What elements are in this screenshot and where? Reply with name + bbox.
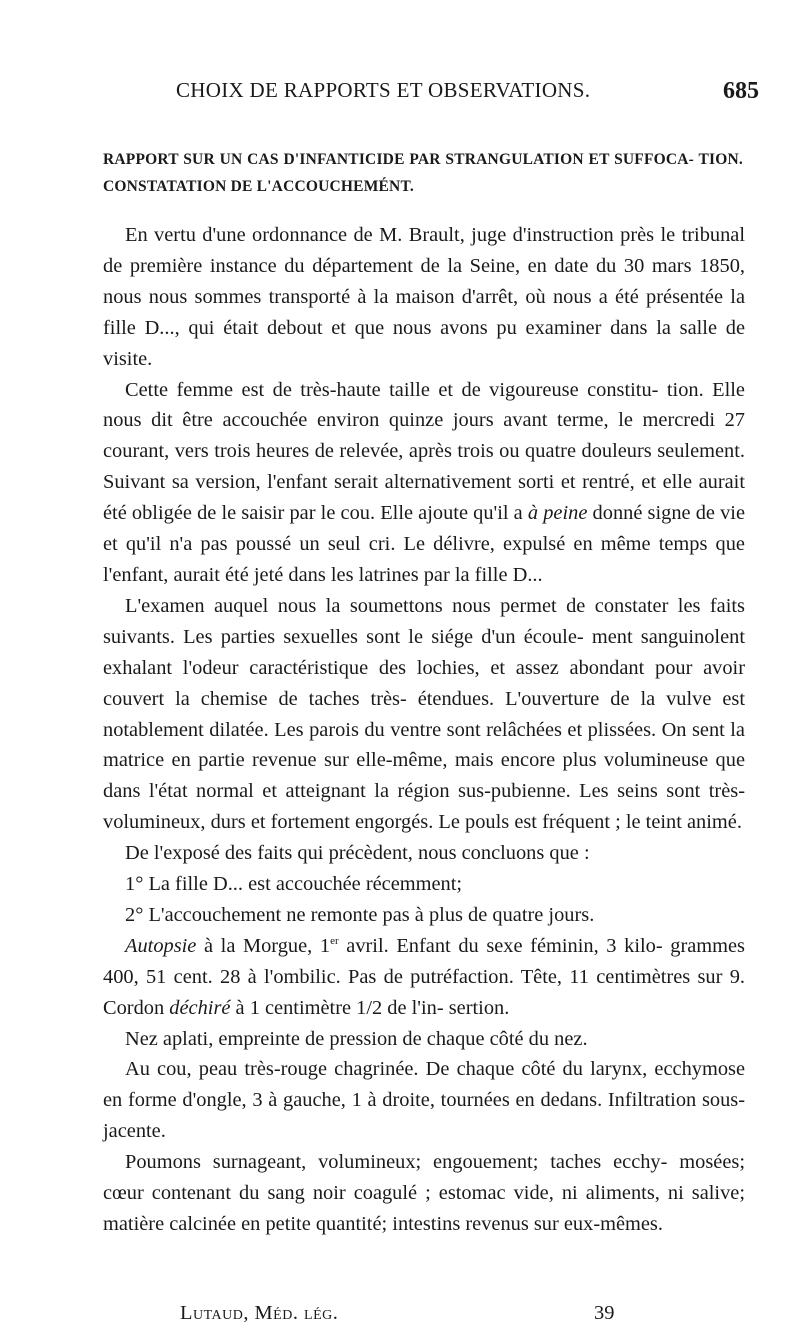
paragraph-statement — [103, 375, 745, 591]
autopsy-text-a: à la Morgue, 1 — [203, 934, 331, 957]
paragraph-autopsy — [103, 931, 745, 1024]
paragraph-mission: En vertu d'une ordonnance de M. Brault, juge d'instruction près le tribunal de première instance du département de la Seine, en date du 30 mars 1850, nous nous sommes transporté à la maison d'arrêt, où nous a été présentée la fille D..., qui était debout et que nous avons pu examiner dans la salle de visite. — [103, 224, 745, 370]
paragraph-nose: Nez aplati, empreinte de pression de chaque côté du nez. — [125, 1027, 588, 1050]
page-footer — [180, 1302, 660, 1334]
paragraph-organs: Poumons surnageant, volumineux; engouement; taches ecchy- mosées; cœur contenant du sang noir coagulé ; estomac vide, ni aliments, ni salive; matière calcinée en petite quantité; intestins revenus sur eux-mêmes. — [103, 1151, 745, 1235]
emphasis-a-peine: à peine — [527, 502, 588, 525]
conclusion-item-1: 1° La fille D... est accouchée récemment; — [125, 873, 463, 896]
ordinal-superscript: er — [330, 935, 339, 948]
book-reference: Lutaud, Méd. lég. — [180, 1302, 339, 1324]
statement-text-b: donné signe de vie et qu'il n'a pas poussé un seul cri. Le délivre, expulsé en même temps que l'enfant, aurait été jeté dans les latrines par la fille D... — [103, 502, 745, 586]
running-header — [0, 78, 800, 108]
conclusion-item-2: 2° L'accouchement ne remonte pas à plus de quatre jours. — [125, 903, 595, 926]
paragraph-conclusion-intro: De l'exposé des faits qui précèdent, nous concluons que : — [125, 842, 590, 865]
section-heading: RAPPORT SUR UN CAS D'INFANTICIDE PAR STRANGULATION ET SUFFOCA- TION. CONSTATATION DE L'ACCOUCHEMÉNT. — [103, 151, 743, 195]
statement-text-a: Cette femme est de très-haute taille et de vigoureuse constitu- tion. Elle nous dit être accouchée environ quinze jours avant terme, le mercredi 27 courant, vers trois heures de relevée, après trois ou quatre douleurs seulement. Suivant sa version, l'enfant serait alternativement sorti et rentré, et elle aurait été obligée de le saisir par le cou. Elle ajoute qu'il a — [103, 378, 745, 525]
article-body — [103, 220, 745, 1240]
paragraph-neck: Au cou, peau très-rouge chagrinée. De chaque côté du larynx, ecchymose en forme d'ongle, 3 à gauche, 1 à droite, tournées en dedans. Infiltration sous-jacente. — [103, 1058, 745, 1143]
emphasis-autopsie: Autopsie — [125, 934, 197, 957]
paragraph-examination: L'examen auquel nous la soumettons nous permet de constater les faits suivants. Les parties sexuelles sont le siége d'un écoule- ment sanguinolent exhalant l'odeur caractéristique des lochies, et assez abondant pour avoir couvert la chemise de taches très- étendues. L'ouverture de la vulve est notablement dilatée. Les parois du ventre sont relâchées et plissées. On sent la matrice en partie revenue sur elle-même, mais encore plus volumineuse que dans l'état normal et atteignant la région sus-pubienne. Les seins sont très-volumineux, durs et fortement engorgés. Le pouls est fréquent ; le teint animé. — [103, 594, 745, 834]
page-number: 685 — [723, 78, 759, 104]
signature-mark: 39 — [594, 1302, 615, 1324]
running-title: CHOIX DE RAPPORTS ET OBSERVATIONS. — [176, 78, 591, 102]
emphasis-dechire: déchiré — [169, 996, 231, 1019]
autopsy-text-c: à 1 centimètre 1/2 de l'in- sertion. — [235, 996, 510, 1019]
autopsy-text-b: avril. Enfant du sexe féminin, 3 kilo- grammes 400, 51 cent. 28 à l'ombilic. Pas de putréfaction. Tête, 11 centimètres sur 9. Cordon — [103, 934, 745, 1019]
